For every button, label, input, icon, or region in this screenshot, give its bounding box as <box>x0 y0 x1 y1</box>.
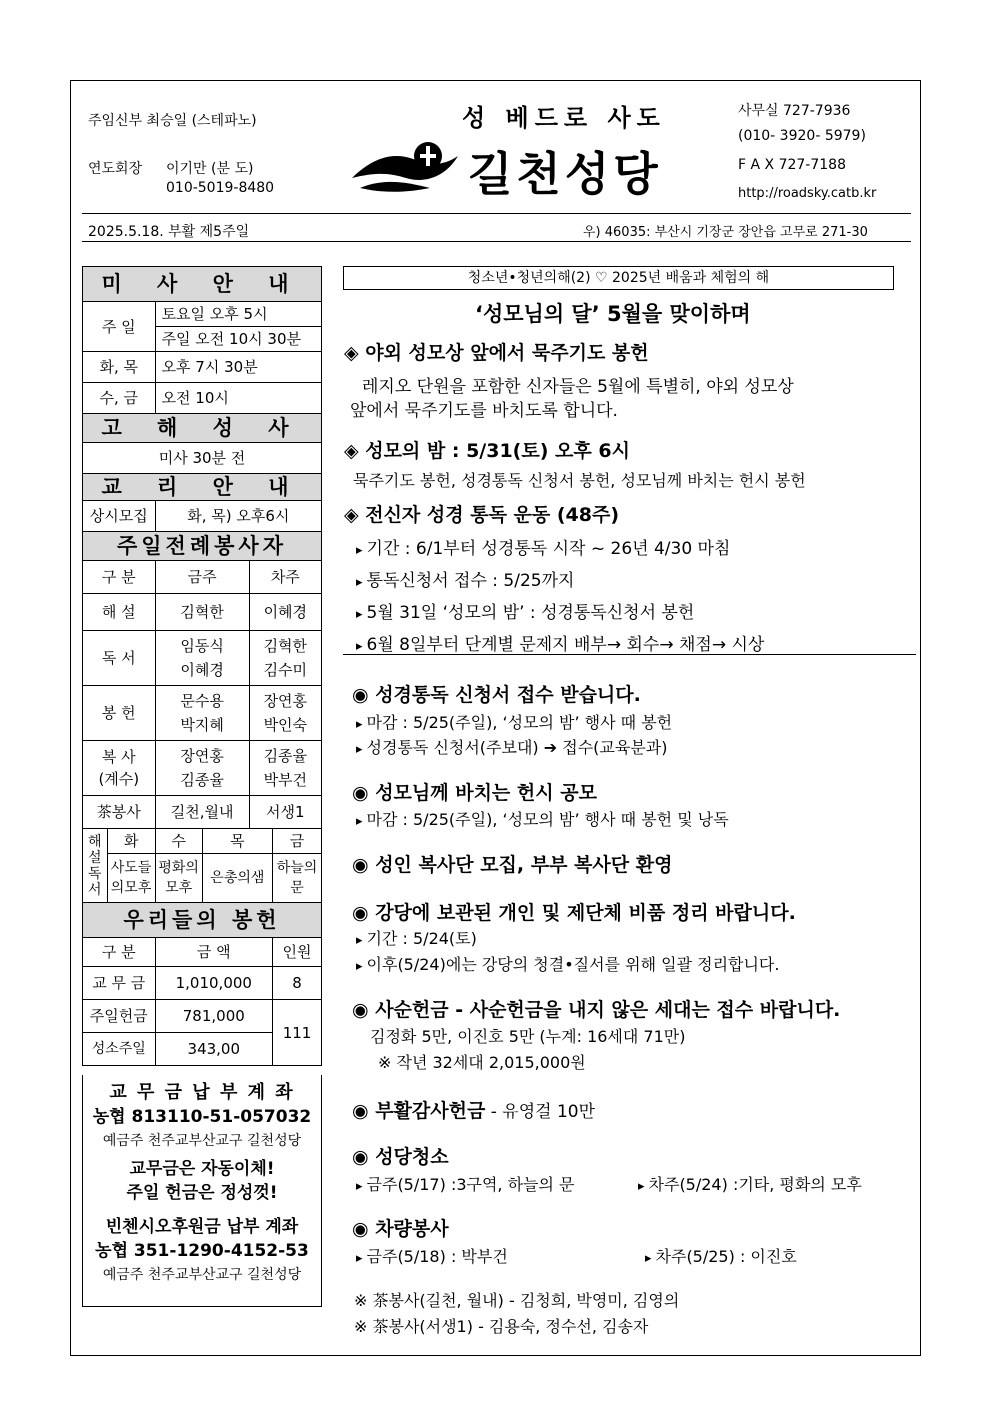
mobile-phone: (010- 3920- 5979) <box>738 128 866 144</box>
commentary-group: 하늘의문 <box>273 854 322 903</box>
mass-time: 오후 7시 30분 <box>155 352 321 383</box>
notice-title: ◉ 성모님께 바치는 헌시 공모 <box>352 782 597 804</box>
liturgy-this: 이혜경 <box>180 661 224 679</box>
offering-amount: 781,000 <box>155 1000 272 1033</box>
notice-title: ◉ 부활감사헌금 <box>352 1100 486 1122</box>
notice-title: ◉ 성경통독 신청서 접수 받습니다. <box>352 684 641 706</box>
offering-count: 8 <box>273 967 322 1000</box>
section-title: ◈ 야외 성모상 앞에서 묵주기도 봉헌 <box>344 342 649 364</box>
list-item: ▸ 기간 : 5/24(토) <box>356 926 477 949</box>
offering-amount: 1,010,000 <box>155 967 272 1000</box>
liturgy-role: 복 사 (계수) <box>83 741 156 796</box>
address: 우) 46035: 부산시 기장군 장안읍 고무로 271-30 <box>583 225 868 240</box>
confession-time: 미사 30분 전 <box>83 443 322 474</box>
list-item: ▸ 성경통독 신청서(주보대) ➔ 접수(교육분과) <box>356 735 667 758</box>
liturgy-next: 김종율 <box>263 747 308 765</box>
commentary-day: 수 <box>155 829 202 854</box>
mass-time: 토요일 오후 5시 <box>155 302 321 327</box>
list-item: ▸ 6월 8일부터 단계별 문제지 배부→ 회수→ 채점→ 시상 <box>356 630 764 655</box>
notice-text: ※ 작년 32세대 2,015,000원 <box>378 1053 586 1072</box>
list-item: ▸ 마감 : 5/25(주일), ‘성모의 밤’ 행사 때 봉헌 <box>356 710 672 733</box>
notice-title: ◉ 사순헌금 - 사순헌금을 내지 않은 세대는 접수 바랍니다. <box>352 999 841 1021</box>
offering-label: 성소주일 <box>83 1033 156 1066</box>
mass-day: 수, 금 <box>83 383 156 414</box>
liturgy-head: 차주 <box>249 561 321 594</box>
liturgy-role: 독 서 <box>83 631 156 686</box>
notice-text: - 유영걸 10만 <box>485 1102 595 1122</box>
account-box <box>82 1075 322 1307</box>
liturgy-this: 김혁한 <box>155 594 249 631</box>
catechism-label: 상시모집 <box>83 501 156 532</box>
account1-note: 주일 헌금은 정성껏! <box>126 1183 278 1203</box>
section-divider <box>343 654 916 655</box>
church-name: 길천성당 <box>468 147 662 201</box>
offering-label: 주일헌금 <box>83 1000 156 1033</box>
notice-title-row <box>352 1096 595 1123</box>
offering-count: 111 <box>273 1000 322 1066</box>
offering-label: 교 무 금 <box>83 967 156 1000</box>
catechism-title: 교 리 안 내 <box>83 474 322 501</box>
date-divider <box>82 241 911 242</box>
account2-number: 농협 351-1290-4152-53 <box>95 1241 309 1261</box>
section-text: 앞에서 묵주기도를 바치도록 합니다. <box>350 401 618 421</box>
liturgy-this: 김종율 <box>180 771 224 789</box>
section-title: ◈ 성모의 밤 : 5/31(토) 오후 6시 <box>344 440 630 462</box>
list-item: ▸ 금주(5/18) : 박부건 <box>356 1244 508 1267</box>
commentary-group: 평화의모후 <box>155 854 202 903</box>
liturgy-next: 박부건 <box>263 771 308 789</box>
year-theme-banner: 청소년•청년의해(2) ♡ 2025년 배움과 체험의 해 <box>343 266 894 290</box>
offering-head: 금 액 <box>155 938 272 967</box>
notice-title: ◉ 성인 복사단 모집, 부부 복사단 환영 <box>352 854 673 876</box>
liturgy-role: 해 설 <box>83 594 156 631</box>
list-item: ▸ 마감 : 5/25(주일), ‘성모의 밤’ 행사 때 봉헌 및 낭독 <box>356 807 729 830</box>
account1-holder: 예금주 천주교부산교구 길천성당 <box>102 1133 302 1149</box>
bulletin-date: 2025.5.18. 부활 제5주일 <box>88 224 250 240</box>
section-text: 레지오 단원을 포함한 신자들은 5월에 특별히, 야외 성모상 <box>362 377 794 397</box>
tea-service: ※ 茶봉사(길천, 월내) - 김청희, 박영미, 김영의 <box>354 1291 680 1310</box>
saint-title: 성 베드로 사도 <box>462 104 666 132</box>
commentary-day: 화 <box>107 829 155 854</box>
liturgy-head: 구 분 <box>83 561 156 594</box>
notice-text: 김정화 5만, 이진호 5만 (누계: 16세대 71만) <box>370 1027 686 1046</box>
liturgy-next: 장연홍 <box>263 692 308 710</box>
liturgy-next: 서생1 <box>249 796 321 829</box>
church-logo-icon <box>350 138 460 194</box>
mass-title: 미 사 안 내 <box>83 267 322 302</box>
liturgy-this: 길천,월내 <box>155 796 249 829</box>
header-divider <box>82 213 911 214</box>
fax: F A X 727-7188 <box>738 157 846 173</box>
list-item: ▸ 차주(5/25) : 이진호 <box>645 1244 797 1267</box>
liturgy-next: 김수미 <box>263 661 308 679</box>
notice-title: ◉ 차량봉사 <box>352 1218 449 1240</box>
liturgy-this: 장연홍 <box>180 747 224 765</box>
commentary-day: 금 <box>273 829 322 854</box>
account2-holder: 예금주 천주교부산교구 길천성당 <box>102 1267 302 1283</box>
offering-head: 인원 <box>273 938 322 967</box>
commentary-group: 사도들의모후 <box>107 854 155 903</box>
council-label: 연도회장 <box>88 161 143 177</box>
offering-title: 우리들의 봉헌 <box>83 903 322 938</box>
liturgy-next: 박인숙 <box>263 716 308 734</box>
offering-head: 구 분 <box>83 938 156 967</box>
notice-title: ◉ 성당청소 <box>352 1146 449 1168</box>
mass-day: 화, 목 <box>83 352 156 383</box>
council-phone: 010-5019-8480 <box>166 180 275 196</box>
account1-title: 교 무 금 납 부 계 좌 <box>109 1082 295 1103</box>
headline: ‘성모님의 달’ 5월을 맞이하며 <box>475 302 751 326</box>
list-item: ▸ 금주(5/17) :3구역, 하늘의 문 <box>356 1172 575 1195</box>
catechism-time: 화, 목) 오후6시 <box>155 501 321 532</box>
pastor: 주임신부 최승일 (스테파노) <box>88 113 257 129</box>
mass-time: 주일 오전 10시 30분 <box>155 327 321 352</box>
account2-title: 빈첸시오후원금 납부 계좌 <box>105 1217 299 1237</box>
liturgy-this: 박지혜 <box>180 716 224 734</box>
office-phone: 사무실 727-7936 <box>738 103 851 119</box>
list-item: ▸ 5월 31일 ‘성모의 밤’ : 성경통독신청서 봉헌 <box>356 598 694 623</box>
website-link[interactable]: http://roadsky.catb.kr <box>738 186 877 201</box>
tea-service: ※ 茶봉사(서생1) - 김용숙, 정수선, 김송자 <box>354 1317 649 1336</box>
liturgy-role: 봉 헌 <box>83 686 156 741</box>
confession-title: 고 해 성 사 <box>83 414 322 443</box>
list-item: ▸ 이후(5/24)에는 강당의 청결•질서를 위해 일괄 정리합니다. <box>356 952 779 975</box>
liturgy-this: 임동식 <box>180 637 224 655</box>
commentary-day: 목 <box>202 829 272 854</box>
liturgy-next: 이혜경 <box>249 594 321 631</box>
account1-note: 교무금은 자동이체! <box>129 1159 275 1179</box>
commentary-group: 은총의샘 <box>202 854 272 903</box>
liturgy-next: 김혁한 <box>263 637 308 655</box>
account1-number: 농협 813110-51-057032 <box>92 1107 312 1127</box>
list-item: ▸ 기간 : 6/1부터 성경통독 시작 ~ 26년 4/30 마침 <box>356 534 730 559</box>
liturgy-this: 문수용 <box>180 692 224 710</box>
mass-day: 주 일 <box>83 302 156 352</box>
list-item: ▸ 차주(5/24) :기타, 평화의 모후 <box>638 1172 862 1195</box>
mass-time: 오전 10시 <box>155 383 321 414</box>
liturgy-head: 금주 <box>155 561 249 594</box>
council-name: 이기만 (분 도) <box>166 161 254 177</box>
list-item: ▸ 통독신청서 접수 : 5/25까지 <box>356 566 574 591</box>
notice-title: ◉ 강당에 보관된 개인 및 제단체 비품 정리 바랍니다. <box>352 902 796 924</box>
commentary-label: 해설독서 <box>83 829 108 903</box>
left-info-table <box>82 266 322 1066</box>
section-title: ◈ 전신자 성경 통독 운동 (48주) <box>344 504 620 526</box>
liturgy-role: 茶봉사 <box>83 796 156 829</box>
liturgy-title: 주일전례봉사자 <box>83 532 322 561</box>
offering-amount: 343,00 <box>155 1033 272 1066</box>
section-text: 묵주기도 봉헌, 성경통독 신청서 봉헌, 성모님께 바치는 헌시 봉헌 <box>353 471 806 490</box>
